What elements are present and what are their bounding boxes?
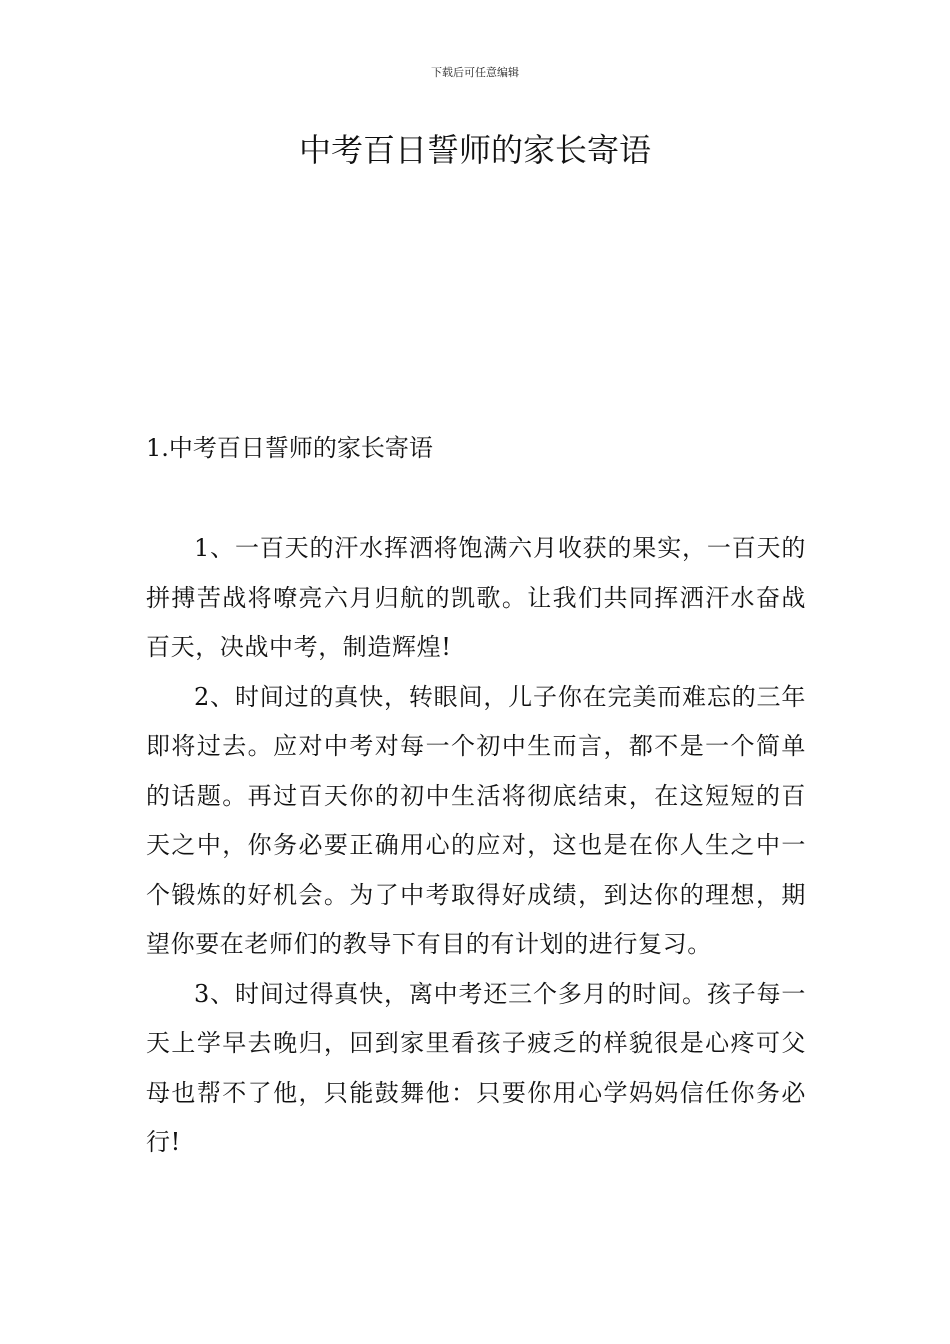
- paragraph-2: 2、时间过的真快，转眼间，儿子你在完美而难忘的三年即将过去。应对中考对每一个初中生而言，都不是一个简单的话题。再过百天你的初中生活将彻底结束，在这短短的百天之中，你务必要正确用心的应对，这也是在你人生之中一个锻炼的好机会。为了中考取得好成绩，到达你的理想，期望你要在老师们的教导下有目的有计划的进行复习。: [146, 682, 806, 958]
- paragraph-3: 3、时间过得真快，离中考还三个多月的时间。孩子每一天上学早去晚归，回到家里看孩子疲乏的样貌很是心疼可父母也帮不了他，只能鼓舞他：只要你用心学妈妈信任你务必行!: [146, 979, 806, 1156]
- download-note: 下载后可任意编辑: [431, 66, 519, 79]
- document-body: [146, 524, 806, 1168]
- paragraph-1: 1、一百天的汗水挥洒将饱满六月收获的果实，一百天的拼搏苦战将嘹亮六月归航的凯歌。让我们共同挥洒汗水奋战百天，决战中考，制造辉煌!: [146, 534, 806, 661]
- section-heading: 1.中考百日誓师的家长寄语: [146, 434, 433, 462]
- document-title: 中考百日誓师的家长寄语: [298, 131, 651, 169]
